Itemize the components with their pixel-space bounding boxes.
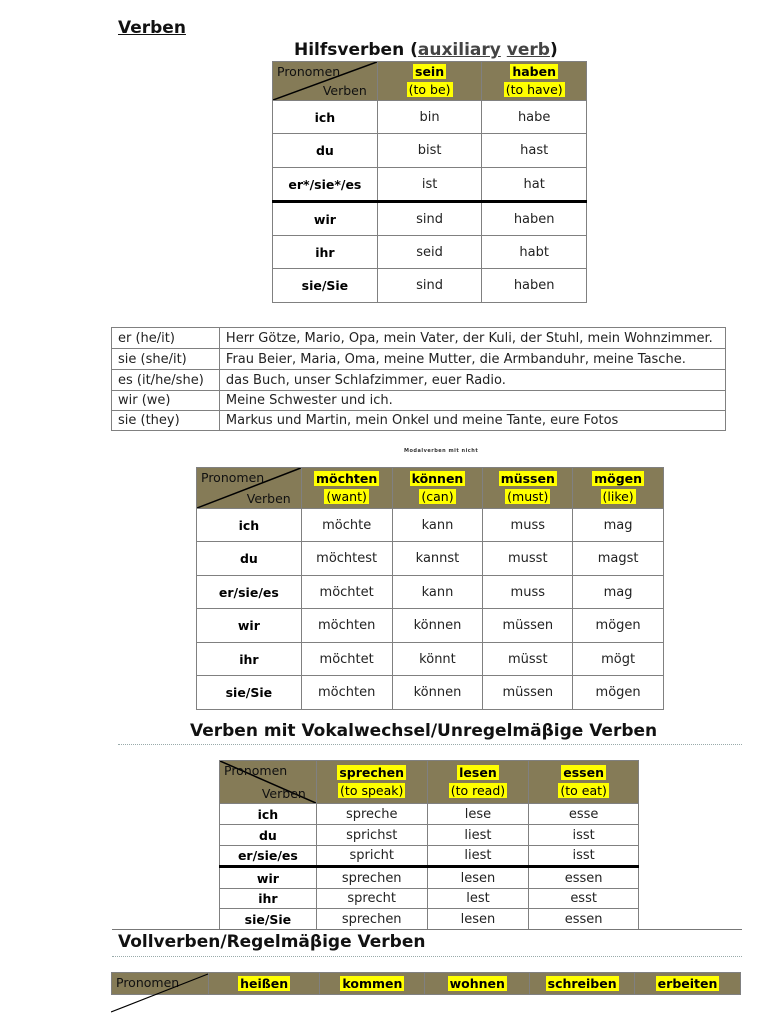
- table-row: [112, 391, 726, 411]
- form-cell: sind: [377, 202, 482, 236]
- verb-label: essen: [563, 765, 605, 780]
- verb-translation: (like): [602, 489, 634, 504]
- regular-heading: Vollverben/Regelmäβige Verben: [118, 932, 426, 952]
- corner-label-pronomen: Pronomen: [116, 975, 180, 990]
- table-row: [112, 411, 726, 431]
- form-cell: müsst: [483, 643, 573, 676]
- corner-label-verben: Verben: [246, 491, 291, 506]
- verb-label: erbeiten: [657, 975, 718, 991]
- examples-cell: Markus und Martin, mein Onkel und meine Tante, eure Fotos: [219, 411, 725, 431]
- verb-header-moegen: [573, 468, 664, 509]
- verb-label: wohnen: [449, 975, 505, 991]
- form-cell: mag: [573, 509, 664, 542]
- form-cell: hat: [482, 168, 587, 202]
- form-cell: mögen: [573, 676, 664, 710]
- verb-translation: (to speak): [340, 783, 404, 798]
- pronoun-cell: wir: [220, 867, 317, 889]
- pronoun-cell: er/sie/es: [197, 576, 302, 609]
- table-row: [220, 804, 639, 825]
- pronoun-cell: er/sie/es: [220, 846, 317, 867]
- form-cell: sprechen: [316, 867, 427, 889]
- pronoun-cell: ich: [273, 101, 378, 134]
- pronoun-cell: ihr: [197, 643, 302, 676]
- verb-header-muessen: [483, 468, 573, 509]
- modal-verbs-table: [196, 467, 664, 710]
- form-cell: lesen: [427, 867, 529, 889]
- corner-cell: [273, 62, 378, 101]
- pronoun-examples-table: [111, 327, 726, 431]
- table-header-row: [220, 761, 639, 804]
- form-cell: liest: [427, 825, 529, 846]
- form-cell: müssen: [483, 609, 573, 643]
- form-cell: isst: [529, 825, 639, 846]
- form-cell: kann: [392, 509, 483, 542]
- table-row: [112, 370, 726, 391]
- corner-label-pronomen: Pronomen: [277, 64, 341, 79]
- form-cell: kann: [392, 576, 483, 609]
- form-cell: habt: [482, 236, 587, 269]
- verb-label: müssen: [500, 471, 555, 486]
- section-divider: [118, 744, 742, 745]
- form-cell: haben: [482, 202, 587, 236]
- verb-translation: (to read): [450, 783, 506, 798]
- table-row: [197, 509, 664, 542]
- form-cell: spreche: [316, 804, 427, 825]
- form-cell: möchte: [301, 509, 392, 542]
- examples-cell: Frau Beier, Maria, Oma, meine Mutter, die Armbanduhr, meine Tasche.: [219, 349, 725, 370]
- verb-header-haben: [482, 62, 587, 101]
- form-cell: hast: [482, 134, 587, 168]
- table-row: [197, 643, 664, 676]
- form-cell: musst: [483, 542, 573, 576]
- form-cell: esse: [529, 804, 639, 825]
- verb-header-moechten: [301, 468, 392, 509]
- pronoun-cell: er (he/it): [112, 328, 220, 349]
- form-cell: kannst: [392, 542, 483, 576]
- table-row: [273, 101, 587, 134]
- verb-header-kommen: [320, 973, 425, 995]
- form-cell: können: [392, 676, 483, 710]
- pronoun-cell: sie (they): [112, 411, 220, 431]
- table-header-row: [197, 468, 664, 509]
- form-cell: mögt: [573, 643, 664, 676]
- table-row: [220, 889, 639, 909]
- form-cell: muss: [483, 509, 573, 542]
- form-cell: habe: [482, 101, 587, 134]
- irregular-verbs-table: [219, 760, 639, 930]
- form-cell: sprechen: [316, 909, 427, 930]
- table-row: [273, 202, 587, 236]
- table-row: [220, 909, 639, 930]
- corner-label-pronomen: Pronomen: [224, 763, 288, 778]
- verb-header-essen: [529, 761, 639, 804]
- pronoun-cell: ihr: [273, 236, 378, 269]
- form-cell: seid: [377, 236, 482, 269]
- aux-heading-suffix: ): [549, 40, 558, 60]
- pronoun-cell: wir (we): [112, 391, 220, 411]
- pronoun-cell: sie/Sie: [197, 676, 302, 710]
- verb-translation: (must): [507, 489, 549, 504]
- table-row: [273, 236, 587, 269]
- examples-cell: Herr Götze, Mario, Opa, mein Vater, der Kuli, der Stuhl, mein Wohnzimmer.: [219, 328, 725, 349]
- table-row: [197, 676, 664, 710]
- form-cell: essen: [529, 909, 639, 930]
- verb-label: haben: [512, 64, 556, 79]
- corner-label-pronomen: Pronomen: [201, 470, 265, 485]
- corner-cell: [197, 468, 302, 509]
- table-row: [273, 269, 587, 303]
- table-row: [197, 576, 664, 609]
- pronoun-cell: du: [197, 542, 302, 576]
- table-row: [112, 349, 726, 370]
- form-cell: müssen: [483, 676, 573, 710]
- verb-translation: (want): [326, 489, 367, 504]
- examples-cell: das Buch, unser Schlafzimmer, euer Radio.: [219, 370, 725, 391]
- form-cell: sprecht: [316, 889, 427, 909]
- verb-link[interactable]: verb: [506, 40, 550, 60]
- corner-label-verben: Verben: [261, 786, 306, 801]
- verb-translation: (to have): [505, 82, 563, 97]
- form-cell: isst: [529, 846, 639, 867]
- verb-label: heißen: [240, 975, 289, 991]
- verb-label: mögen: [594, 471, 643, 486]
- table-row: [197, 542, 664, 576]
- form-cell: haben: [482, 269, 587, 303]
- form-cell: muss: [483, 576, 573, 609]
- aux-heading: [294, 40, 558, 60]
- verb-label: lesen: [459, 765, 497, 780]
- verb-label: sprechen: [339, 765, 405, 780]
- form-cell: sind: [377, 269, 482, 303]
- verb-label: schreiben: [547, 975, 617, 991]
- pronoun-cell: du: [220, 825, 317, 846]
- form-cell: könnt: [392, 643, 483, 676]
- table-row: [273, 134, 587, 168]
- form-cell: möchten: [301, 609, 392, 643]
- verb-header-koennen: [392, 468, 483, 509]
- pronoun-cell: sie/Sie: [220, 909, 317, 930]
- table-row: [273, 168, 587, 202]
- form-cell: spricht: [316, 846, 427, 867]
- section-rule: [112, 929, 742, 930]
- form-cell: können: [392, 609, 483, 643]
- form-cell: esst: [529, 889, 639, 909]
- form-cell: mag: [573, 576, 664, 609]
- aux-heading-prefix: Hilfsverben (: [294, 40, 418, 60]
- corner-label-verben: Verben: [322, 83, 367, 98]
- pronoun-cell: es (it/he/she): [112, 370, 220, 391]
- verb-translation: (to eat): [560, 783, 607, 798]
- examples-cell: Meine Schwester und ich.: [219, 391, 725, 411]
- diagonal-divider: [111, 972, 211, 1014]
- table-header-row: [273, 62, 587, 101]
- form-cell: bin: [377, 101, 482, 134]
- form-cell: liest: [427, 846, 529, 867]
- pronoun-cell: ihr: [220, 889, 317, 909]
- form-cell: möchtest: [301, 542, 392, 576]
- verb-translation: (to be): [408, 82, 451, 97]
- form-cell: essen: [529, 867, 639, 889]
- corner-cell: [220, 761, 317, 804]
- verb-label: sein: [415, 64, 445, 79]
- pronoun-cell: wir: [197, 609, 302, 643]
- form-cell: lese: [427, 804, 529, 825]
- form-cell: sprichst: [316, 825, 427, 846]
- verb-label: können: [411, 471, 464, 486]
- form-cell: möchtet: [301, 643, 392, 676]
- modal-tiny-heading: Modalverben mit nicht: [404, 448, 479, 454]
- irregular-heading: Verben mit Vokalwechsel/Unregelmäβige Verben: [190, 721, 658, 741]
- verb-header-erbeiten: [635, 973, 741, 995]
- form-cell: möchtet: [301, 576, 392, 609]
- verb-header-sein: [377, 62, 482, 101]
- verb-header-wohnen: [425, 973, 530, 995]
- aux-verbs-table: [272, 61, 587, 303]
- table-row: [197, 609, 664, 643]
- pronoun-cell: ich: [220, 804, 317, 825]
- form-cell: bist: [377, 134, 482, 168]
- pronoun-cell: ich: [197, 509, 302, 542]
- verb-header-schreiben: [530, 973, 635, 995]
- pronoun-cell: sie/Sie: [273, 269, 378, 303]
- form-cell: mögen: [573, 609, 664, 643]
- pronoun-cell: er*/sie*/es: [273, 168, 378, 202]
- auxiliary-link[interactable]: auxiliary: [417, 40, 501, 60]
- form-cell: lesen: [427, 909, 529, 930]
- table-row: [112, 328, 726, 349]
- form-cell: magst: [573, 542, 664, 576]
- verb-header-lesen: [427, 761, 529, 804]
- pronoun-cell: sie (she/it): [112, 349, 220, 370]
- verb-header-sprechen: [316, 761, 427, 804]
- table-row: [220, 846, 639, 867]
- form-cell: lest: [427, 889, 529, 909]
- verb-label: kommen: [342, 975, 403, 991]
- form-cell: ist: [377, 168, 482, 202]
- table-row: [220, 825, 639, 846]
- page-title: Verben: [118, 18, 186, 38]
- pronoun-cell: du: [273, 134, 378, 168]
- pronoun-cell: wir: [273, 202, 378, 236]
- section-divider: [112, 956, 742, 957]
- verb-translation: (can): [421, 489, 454, 504]
- table-row: [220, 867, 639, 889]
- verb-label: möchten: [316, 471, 378, 486]
- form-cell: möchten: [301, 676, 392, 710]
- verb-header-heissen: [208, 973, 320, 995]
